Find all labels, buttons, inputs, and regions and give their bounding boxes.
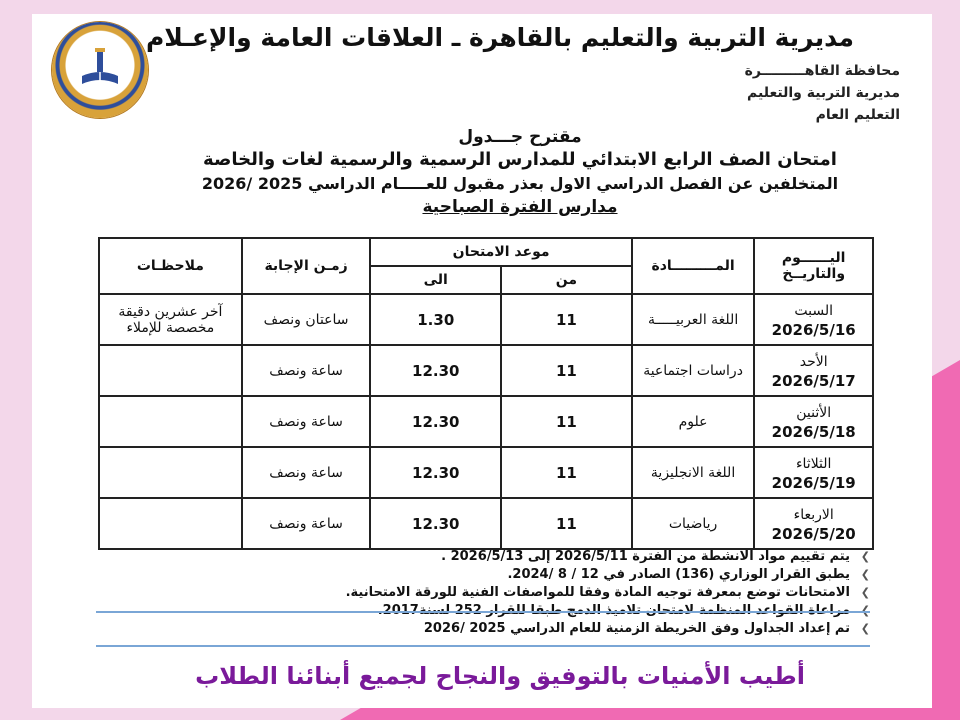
cell-to: 12.30	[370, 498, 501, 549]
cell-to: 12.30	[370, 396, 501, 447]
cell-from: 11	[501, 498, 632, 549]
exam-date: 2026/5/19	[771, 473, 856, 492]
cell-notes	[99, 396, 242, 447]
notes-list	[110, 548, 870, 638]
exam-schedule-table	[98, 237, 874, 550]
cell-notes: آخر عشرين دقيقة مخصصة للإملاء	[99, 294, 242, 345]
cell-from: 11	[501, 396, 632, 447]
cell-subject: علوم	[632, 396, 755, 447]
cell-day-date	[754, 294, 873, 345]
table-row	[99, 345, 873, 396]
day-name: الأثنين	[796, 404, 832, 421]
header-day: اليــــــوم والتاريــخ	[754, 238, 873, 294]
cell-day-date	[754, 345, 873, 396]
cell-from: 11	[501, 294, 632, 345]
chevron-icon: ❯	[860, 586, 870, 599]
cell-duration: ساعتان ونصف	[242, 294, 371, 345]
header-to: الى	[370, 266, 501, 294]
header-notes: ملاحظـات	[99, 238, 242, 294]
cell-subject: اللغة العربيـــــة	[632, 294, 755, 345]
title-students-term: المتخلفين عن الفصل الدراسي الاول بعذر مقبول للعـــــام الدراسي 2025 /2026	[201, 174, 839, 193]
cell-to: 12.30	[370, 447, 501, 498]
exam-date: 2026/5/20	[771, 524, 856, 543]
header-subject: المـــــــــادة	[632, 238, 755, 294]
table-row	[99, 396, 873, 447]
cell-duration: ساعة ونصف	[242, 498, 371, 549]
directorate-logo	[52, 22, 148, 118]
table-header-row	[99, 238, 873, 266]
header-exam-time: موعد الامتحان	[370, 238, 631, 266]
footer-wish: أطيب الأمنيات بالتوفيق والنجاح لجميع أبنائنا الطلاب	[195, 662, 805, 690]
divider-line	[96, 645, 870, 647]
note-text: يتم تقييم مواد الانشطة من الفترة 2026/5/11 إلى 2026/5/13 .	[441, 549, 850, 564]
table-row	[99, 294, 873, 345]
cell-to: 1.30	[370, 294, 501, 345]
header-bar	[140, 18, 860, 58]
cell-duration: ساعة ونصف	[242, 447, 371, 498]
day-name: الأحد	[799, 353, 828, 370]
header-from: من	[501, 266, 632, 294]
chevron-icon: ❯	[860, 568, 870, 581]
note-text: الامتحانات توضع بمعرفة توجيه المادة وفقا للمواصفات الفنية للورقة الامتحانية.	[345, 585, 850, 600]
header-duration: زمـن الإجابة	[242, 238, 371, 294]
office-line-directorate: مديرية التربية والتعليم	[747, 85, 900, 101]
exam-date: 2026/5/17	[771, 371, 856, 390]
title-proposed-schedule: مقترح جـــدول	[458, 127, 582, 147]
title-morning-schools: مدارس الفترة الصباحية	[422, 197, 618, 217]
note-text: يطبق القرار الوزاري (136) الصادر في 12 / 8 /2024.	[507, 567, 850, 582]
cell-day-date	[754, 447, 873, 498]
cell-day-date	[754, 396, 873, 447]
cell-notes	[99, 447, 242, 498]
list-item	[110, 566, 870, 584]
cell-day-date	[754, 498, 873, 549]
exam-date: 2026/5/18	[771, 422, 856, 441]
title-exam: امتحان الصف الرابع الابتدائي للمدارس الرسمية والرسمية لغات والخاصة	[203, 149, 837, 170]
cell-subject: دراسات اجتماعية	[632, 345, 755, 396]
day-name: الاربعاء	[793, 506, 834, 523]
list-item	[110, 620, 870, 638]
cell-to: 12.30	[370, 345, 501, 396]
cell-duration: ساعة ونصف	[242, 396, 371, 447]
chevron-icon: ❯	[860, 550, 870, 563]
list-item	[110, 584, 870, 602]
office-line-governorate: محافظة القاهـــــــــرة	[744, 63, 900, 79]
day-name: السبت	[794, 302, 833, 319]
cell-duration: ساعة ونصف	[242, 345, 371, 396]
header-title: مديرية التربية والتعليم بالقاهرة ـ العلاقات العامة والإعـلام	[145, 23, 855, 52]
cell-from: 11	[501, 345, 632, 396]
cell-from: 11	[501, 447, 632, 498]
note-text: تم إعداد الجداول وفق الخريطة الزمنية للعام الدراسي 2025 /2026	[423, 621, 850, 636]
cell-notes	[99, 345, 242, 396]
day-name: الثلاثاء	[795, 455, 832, 472]
book-tower-icon	[80, 46, 120, 88]
cell-subject: اللغة الانجليزية	[632, 447, 755, 498]
office-lines	[680, 60, 900, 126]
office-line-general-education: التعليم العام	[815, 107, 900, 123]
table-row	[99, 447, 873, 498]
cell-notes	[99, 498, 242, 549]
cell-subject: رياضيات	[632, 498, 755, 549]
document-title-block	[150, 126, 890, 218]
list-item	[110, 548, 870, 566]
exam-date: 2026/5/16	[771, 320, 856, 339]
chevron-icon: ❯	[860, 622, 870, 635]
table-row	[99, 498, 873, 549]
divider-line	[96, 611, 870, 613]
